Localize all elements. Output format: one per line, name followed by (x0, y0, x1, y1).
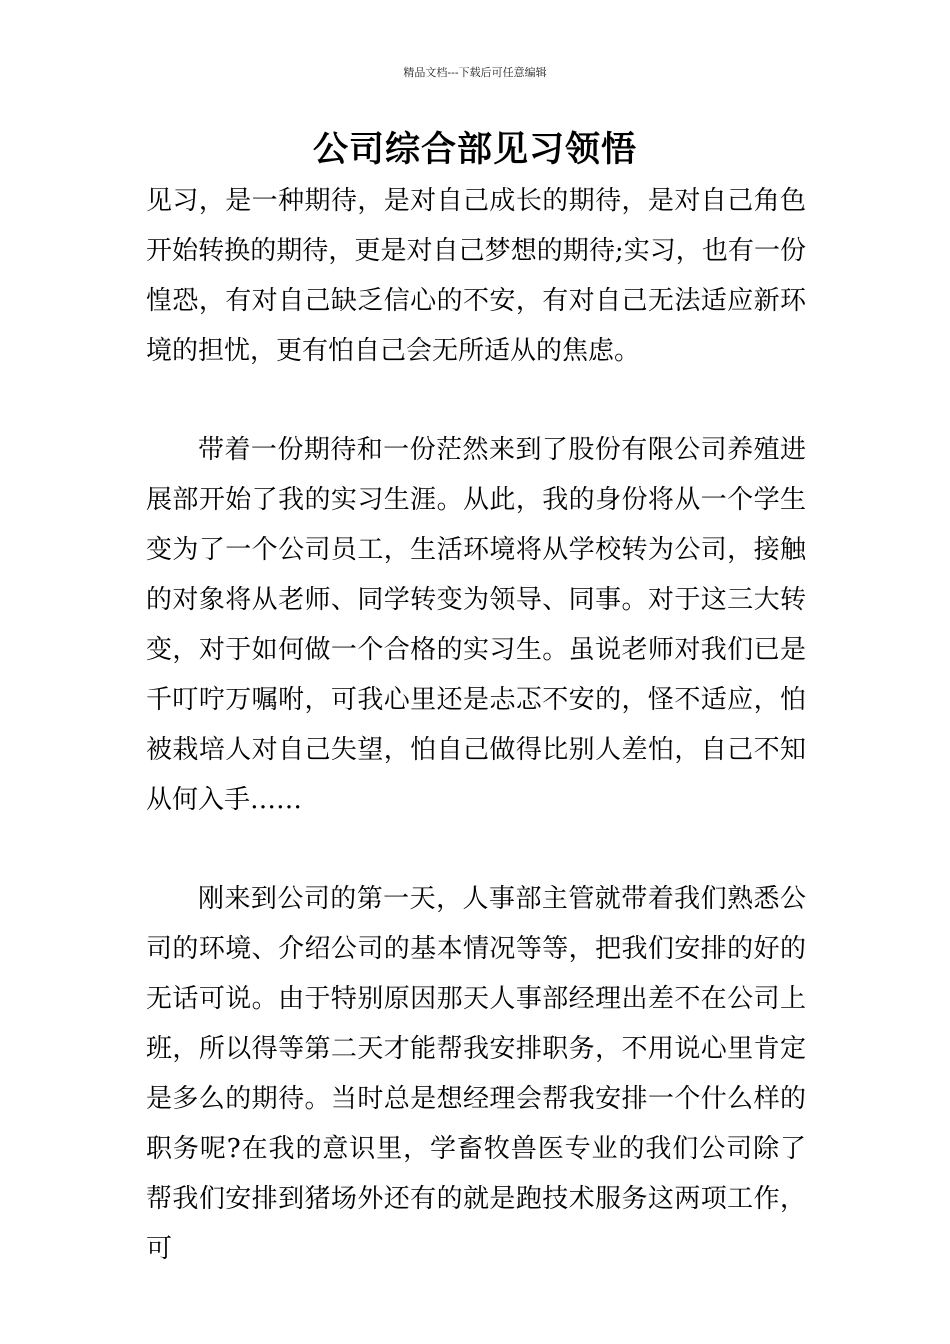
paragraph-1: 见习，是一种期待，是对自己成长的期待，是对自己角色开始转换的期待，更是对自己梦想的期待;实习，也有一份惶恐，有对自己缺乏信心的不安，有对自己无法适应新环境的担忧，更有怕自己会无所适从的焦虑。 (146, 186, 806, 366)
header-note: 精品文档---下载后可任意编辑 (403, 66, 547, 79)
document-title: 公司综合部见习领悟 (312, 130, 637, 170)
document-body (146, 176, 806, 1274)
paragraph-3: 刚来到公司的第一天，人事部主管就带着我们熟悉公司的环境、介绍公司的基本情况等等，把我们安排的好的无话可说。由于特别原因那天人事部经理出差不在公司上班，所以得等第二天才能帮我安排职务，不用说心里肯定是多么的期待。当时总是想经理会帮我安排一个什么样的职务呢?在我的意识里，学畜牧兽医专业的我们公司除了帮我们安排到猪场外还有的就是跑技术服务这两项工作，可 (146, 884, 806, 1264)
paragraph-2: 带着一份期待和一份茫然来到了股份有限公司养殖进展部开始了我的实习生涯。从此，我的身份将从一个学生变为了一个公司员工，生活环境将从学校转为公司，接触的对象将从老师、同学转变为领导、同事。对于这三大转变，对于如何做一个合格的实习生。虽说老师对我们已是千叮咛万嘱咐，可我心里还是忐忑不安的，怪不适应，怕被栽培人对自己失望，怕自己做得比别人差怕，自己不知从何入手…… (146, 435, 806, 815)
paragraph-gap (146, 825, 806, 874)
paragraph-gap (146, 376, 806, 425)
